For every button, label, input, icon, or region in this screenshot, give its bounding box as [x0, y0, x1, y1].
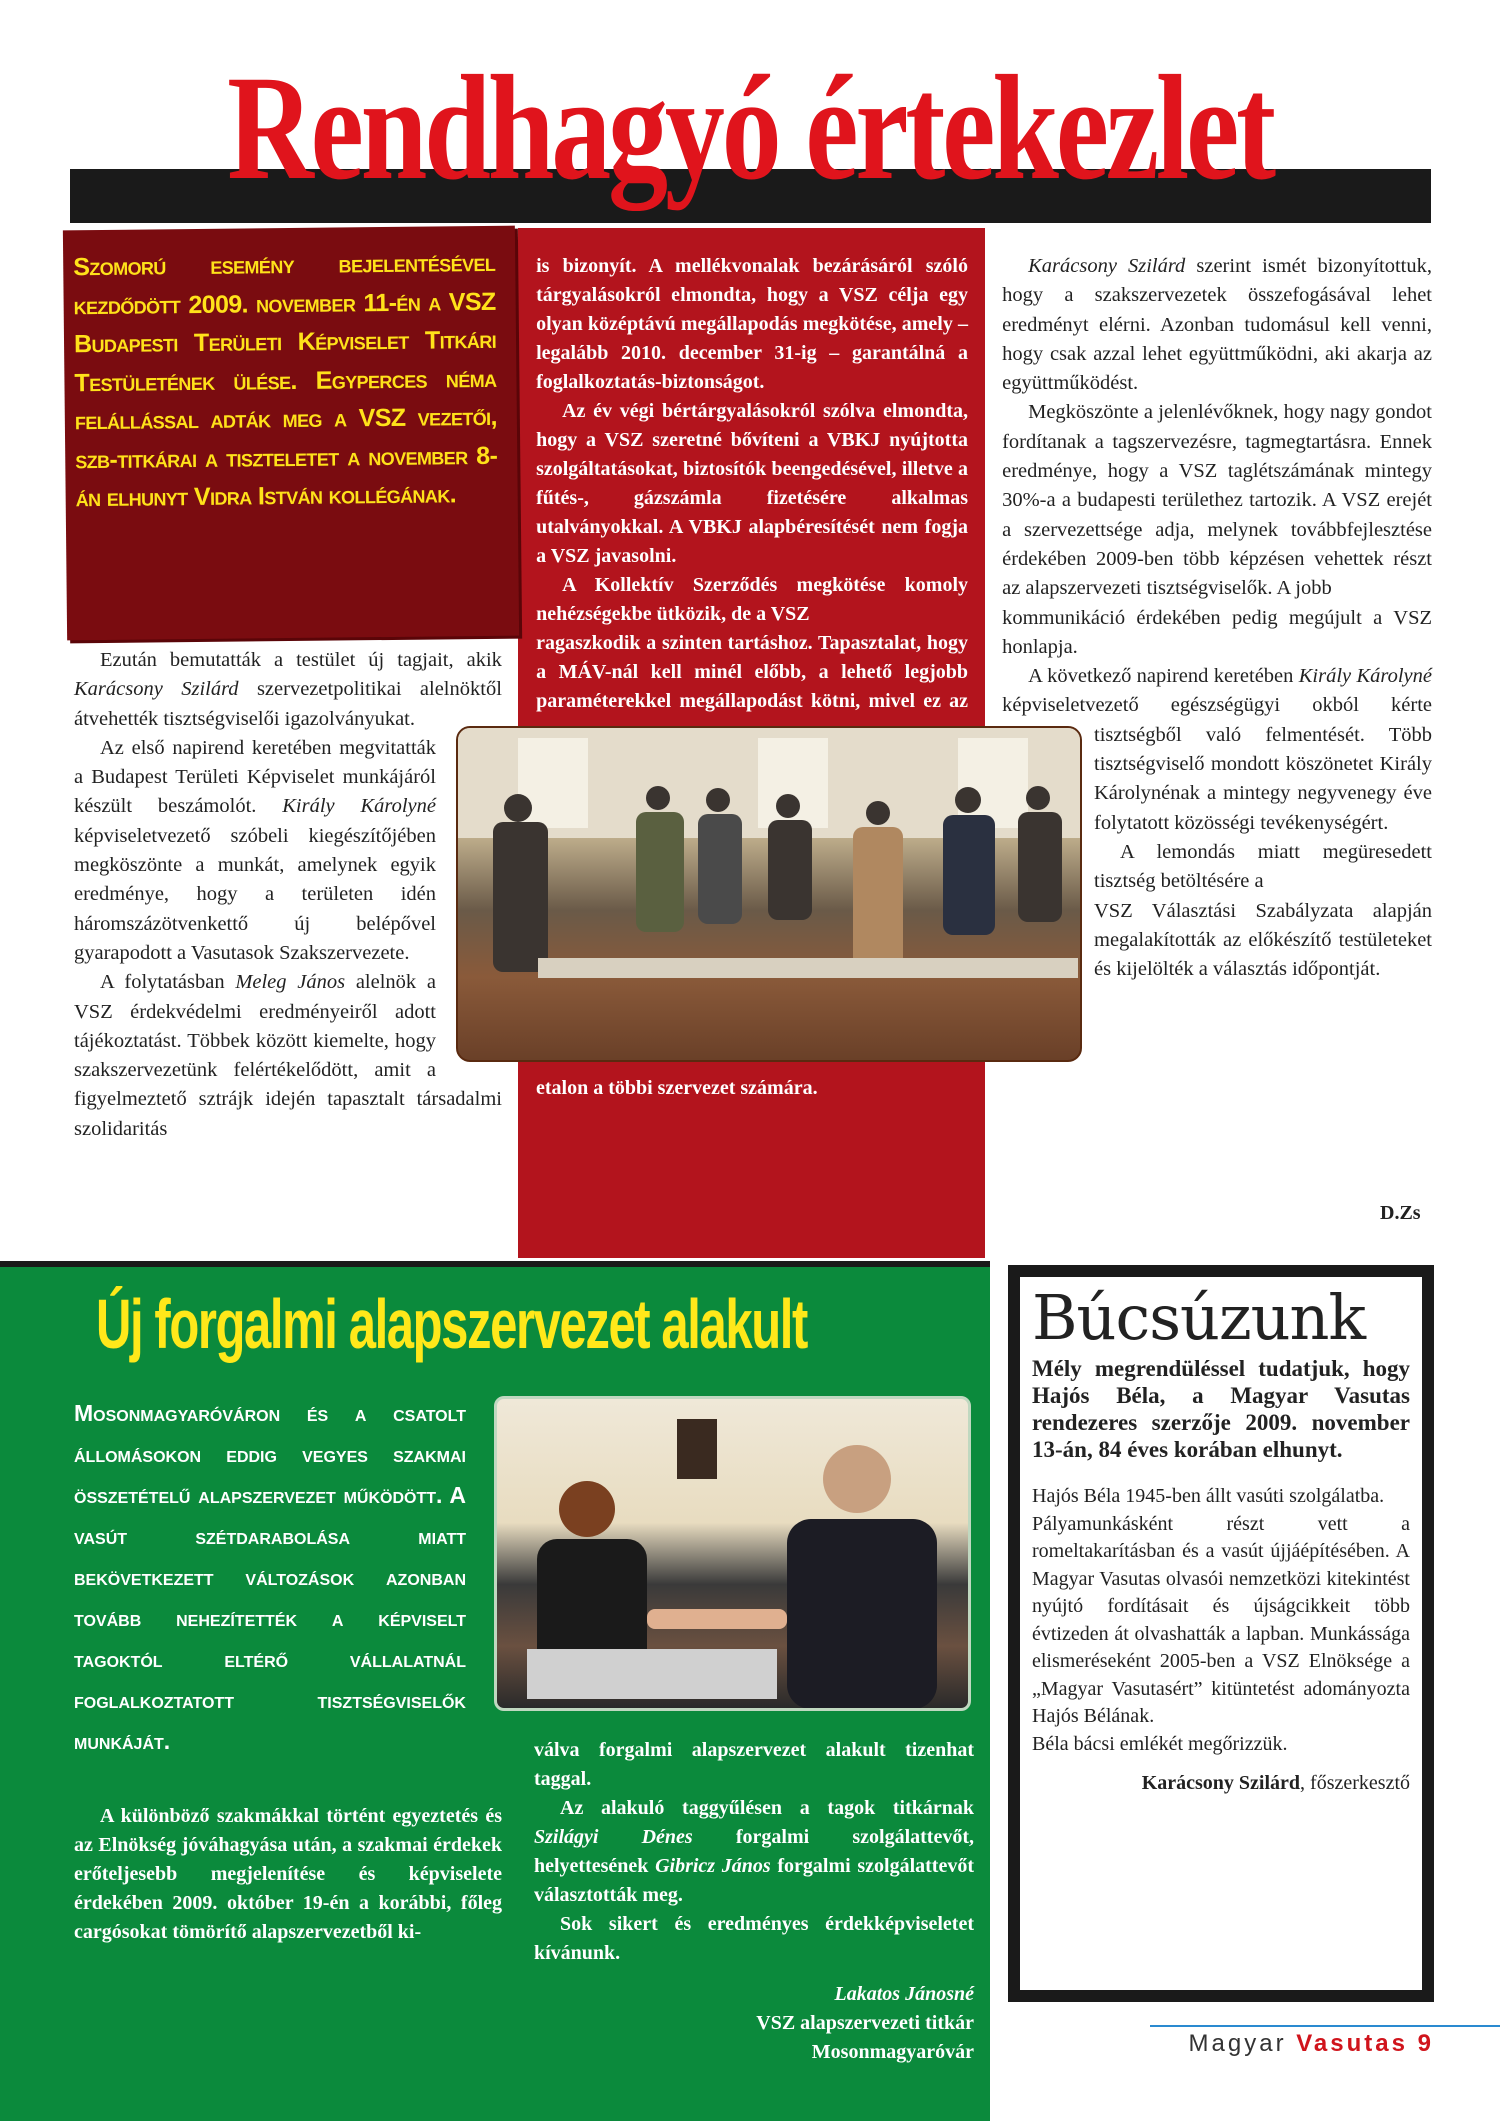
paragraph [1032, 1483, 1410, 1511]
obituary-text [1032, 1483, 1410, 1758]
obituary-signature-name: Karácsony Szilárd [1141, 1772, 1301, 1794]
text-run: forgalmi szolgálattevőt, helyettesének [534, 1826, 974, 1877]
page-number: 9 [1417, 2030, 1434, 2057]
text-run: A következő napirend keretében [1028, 665, 1299, 688]
article2-signature [534, 1980, 974, 2067]
person-name: Szilágyi Dénes [534, 1826, 693, 1848]
paragraph [536, 252, 968, 397]
obituary-signature [1032, 1772, 1410, 1795]
paragraph [536, 571, 968, 629]
text-run: is bizonyít. A mellékvonalak bezárásáról szóló tárgyalásokról elmondta, hogy a VSZ célja egy olyan középtávú megállapodás megkötése, amely – legalább 2010. december 31-ig – garantálná a foglalkoztatás-biztonságot. [536, 255, 968, 393]
article2-left-column [74, 1393, 502, 1947]
text-run: A folytatásban [100, 971, 236, 994]
text-run: A Kollektív Szerződés megkötése komoly nehézségekbe ütközik, de a VSZ [536, 574, 968, 625]
handshake-photo [494, 1396, 971, 1711]
left-column-text [74, 646, 502, 1144]
signature-name-text: Lakatos Jánosné [834, 1983, 974, 2005]
text-run: Az első napirend keretében megvitatták a Budapest Területi Képviselet munkájáról készült beszámolót. [74, 736, 436, 818]
obituary-box [1008, 1265, 1434, 2002]
text-run: Pályamunkásként részt vett a romeltakarításban és a vasút újjáépítésében. A Magyar Vasutas olvasói nemzetközi kitekintést nyújtó fordításait és újságcikkeit több évtizeden át olvashatták a lapban. Munkássága elismeréseként 2005-ben a VSZ Elnöksége a „Magyar Vasutasért” kitüntetést adományozta Hajós Bélának. [1032, 1512, 1410, 1727]
right-column-text-top [1002, 252, 1432, 604]
photo-spacer [536, 722, 968, 1074]
text-run: Sok sikert és eredményes érdekképviseletet kívánunk. [534, 1913, 974, 1964]
paragraph [1002, 604, 1432, 663]
text-run: Megköszönte a jelenlévőknek, hogy nagy gondot fordítanak a tagszervezésre, tagmegtartásra. Ennek eredménye, hogy a VSZ taglétszámának mintegy 30%-a a budapesti területhez tartozik. A VSZ erejét a szervezettsége adja, melynek továbbfejlesztése érdekében 2009-ben több képzésen vehettek részt az alapszervezeti tisztségviselők. A jobb [1002, 401, 1432, 600]
article2-lead: Mosonmagyaróváron és a csatolt állomásokon eddig vegyes szakmai összetételű alapszervezet működött. A vasút szétdarabolása miatt bekövetkezett változások azonban tovább nehezítették a képviselt tagoktól eltérő vállalatnál foglalkoztatott tisztségviselők munkáját. [74, 1400, 466, 1754]
magazine-name-part2: Vasutas [1296, 2030, 1408, 2057]
person-name: Király Károlyné [282, 795, 436, 818]
paragraph [534, 1736, 974, 1794]
article2-right-text [534, 1736, 974, 1968]
person-name: Király Károlyné [1298, 665, 1432, 688]
article-title: Rendhagyó értekezlet [227, 45, 1273, 211]
text-run: Az év végi bértárgyalásokról szólva elmondta, hogy a VSZ szeretné bővíteni a VBKJ nyújtotta szolgáltatásokat, biztosítók beengedésével, illetve a fűtés-, gázszámla fizetésére alkalmas utalványokkal. A VBKJ alapbéresítését nem fogja a VSZ javasolni. [536, 400, 968, 567]
paragraph [534, 1910, 974, 1968]
paragraph [74, 646, 502, 734]
person-name: Karácsony Szilárd [1028, 255, 1186, 277]
article-lead-box [63, 226, 519, 641]
obituary-signature-role: , főszerkesztő [1300, 1772, 1410, 1794]
article2-right-column [534, 1736, 974, 2067]
text-run: kommunikáció érdekében pedig megújult a VSZ honlapja. [1002, 606, 1432, 658]
article2-title: Új forgalmi alapszervezet alakult [96, 1285, 807, 1363]
text-run: Hajós Béla 1945-ben állt vasúti szolgálatba. [1032, 1485, 1385, 1507]
text-run: Béla bácsi emlékét megőrizzük. [1032, 1732, 1288, 1755]
paragraph [1032, 1511, 1410, 1731]
text-run: forgalmi szolgálattevőt választották meg. [534, 1855, 974, 1906]
text-run: szerint ismét bizonyítottuk, hogy a szakszervezetek összefogásával lehet eredményt elérni. Azonban tudomásul kell venni, hogy csak azzal lehet együttműködni, aki akarja az együttműködést. [1002, 255, 1432, 395]
article2-left-text [74, 1802, 502, 1947]
paragraph [1002, 398, 1432, 603]
text-run: A különböző szakmákkal történt egyeztetés és az Elnökség jóváhagyása után, a szakmai érdekek erőteljesebb megjelenítése és képviselete érdekében 2009. október 19-én a korábbi, főleg cargósokat tömörítő alapszervezetből ki- [74, 1805, 502, 1943]
paragraph [1002, 252, 1432, 398]
text-run: szervezetpolitikai alelnöktől átvehették tisztségviselői igazolványukat. [74, 678, 502, 730]
text-run: ragaszkodik a szinten tartáshoz. Tapasztalat, hogy a MÁV-nál kell minél előbb, a lehető legjobb paraméterekkel megállapodást kötni, mivel ez az etalon a többi szervezet számára. [536, 632, 968, 1099]
article-author: D.Zs [1380, 1202, 1421, 1224]
magazine-name-part1: Magyar [1188, 2030, 1287, 2057]
person-name: Gibricz János [655, 1855, 771, 1877]
signature-role: VSZ alapszervezeti titkár [756, 2012, 974, 2034]
text-run: alelnök a VSZ érdekvédelmi eredményeiről adott tájékoztatást. Többek között kiemelte, hogy szakszervezetünk felértékelődött, amit a figyelmeztető sztrájk idején tapasztalt társadalmi szolidaritás [74, 971, 502, 1140]
paragraph [74, 1802, 502, 1947]
red-column-text-top [536, 252, 968, 629]
paragraph [534, 1794, 974, 1910]
obituary-title: Búcsúzunk [1032, 1281, 1366, 1354]
photo-spacer [1002, 722, 1094, 1074]
page-footer [1157, 2030, 1434, 2058]
text-run: VSZ Választási Szabályzata alapján megalakították az előkészítő testületeket és kijelölték a választás időpontját. [1094, 899, 1432, 981]
signature-name [534, 1980, 974, 2009]
person-name: Meleg János [235, 971, 346, 994]
footer-divider [1150, 2025, 1500, 2027]
signature-place: Mosonmagyaróvár [811, 2041, 974, 2063]
red-column-text [536, 252, 968, 1103]
lead-text: Szomorú esemény bejelentésével kezdődött 2009. november 11-én a VSZ Budapesti Területi Képviselet Titkári Testületének ülése. Egyperces néma felállással adták meg a VSZ vezetői, szb-titkárai a tiszteletet a november 8-án elhunyt Vidra István kollégának. [73, 248, 498, 513]
text-run: képviseletvezető szóbeli kiegészítőjében megköszönte a munkát, amelynek egyik eredménye, hogy a területen idén háromszázötvenkettő új belépővel gyarapodott a Vasutasok Szakszervezete. [74, 824, 436, 964]
text-run: Ezután bemutatták a testület új tagjait, akik [100, 649, 502, 671]
handshake-photo-image [497, 1399, 968, 1708]
text-run: válva forgalmi alapszervezet alakult tizenhat taggal. [534, 1739, 974, 1790]
right-column-text [1002, 252, 1432, 1074]
paragraph [1032, 1731, 1410, 1759]
text-run: A lemondás miatt megüresedett tisztség betöltésére a [1094, 840, 1432, 893]
photo-spacer [436, 722, 502, 1068]
text-run: képviseletvezető egészségügyi okból kérte tisztségből való felmentését. Több tisztségviselő mondott köszönetet Király Károlynénak a mintegy negyvenegy éve folytatott közösségi tevékenységért. [1002, 694, 1432, 834]
person-name: Karácsony Szilárd [74, 678, 239, 701]
obituary-subtitle: Mély megrendüléssel tudatjuk, hogy Hajós Béla, a Magyar Vasutas rendezeres szerzője 2009. november 13-án, 84 éves korában elhunyt. [1032, 1356, 1410, 1462]
paragraph [536, 397, 968, 571]
text-run: Az alakuló taggyűlésen a tagok titkárnak [560, 1797, 974, 1819]
